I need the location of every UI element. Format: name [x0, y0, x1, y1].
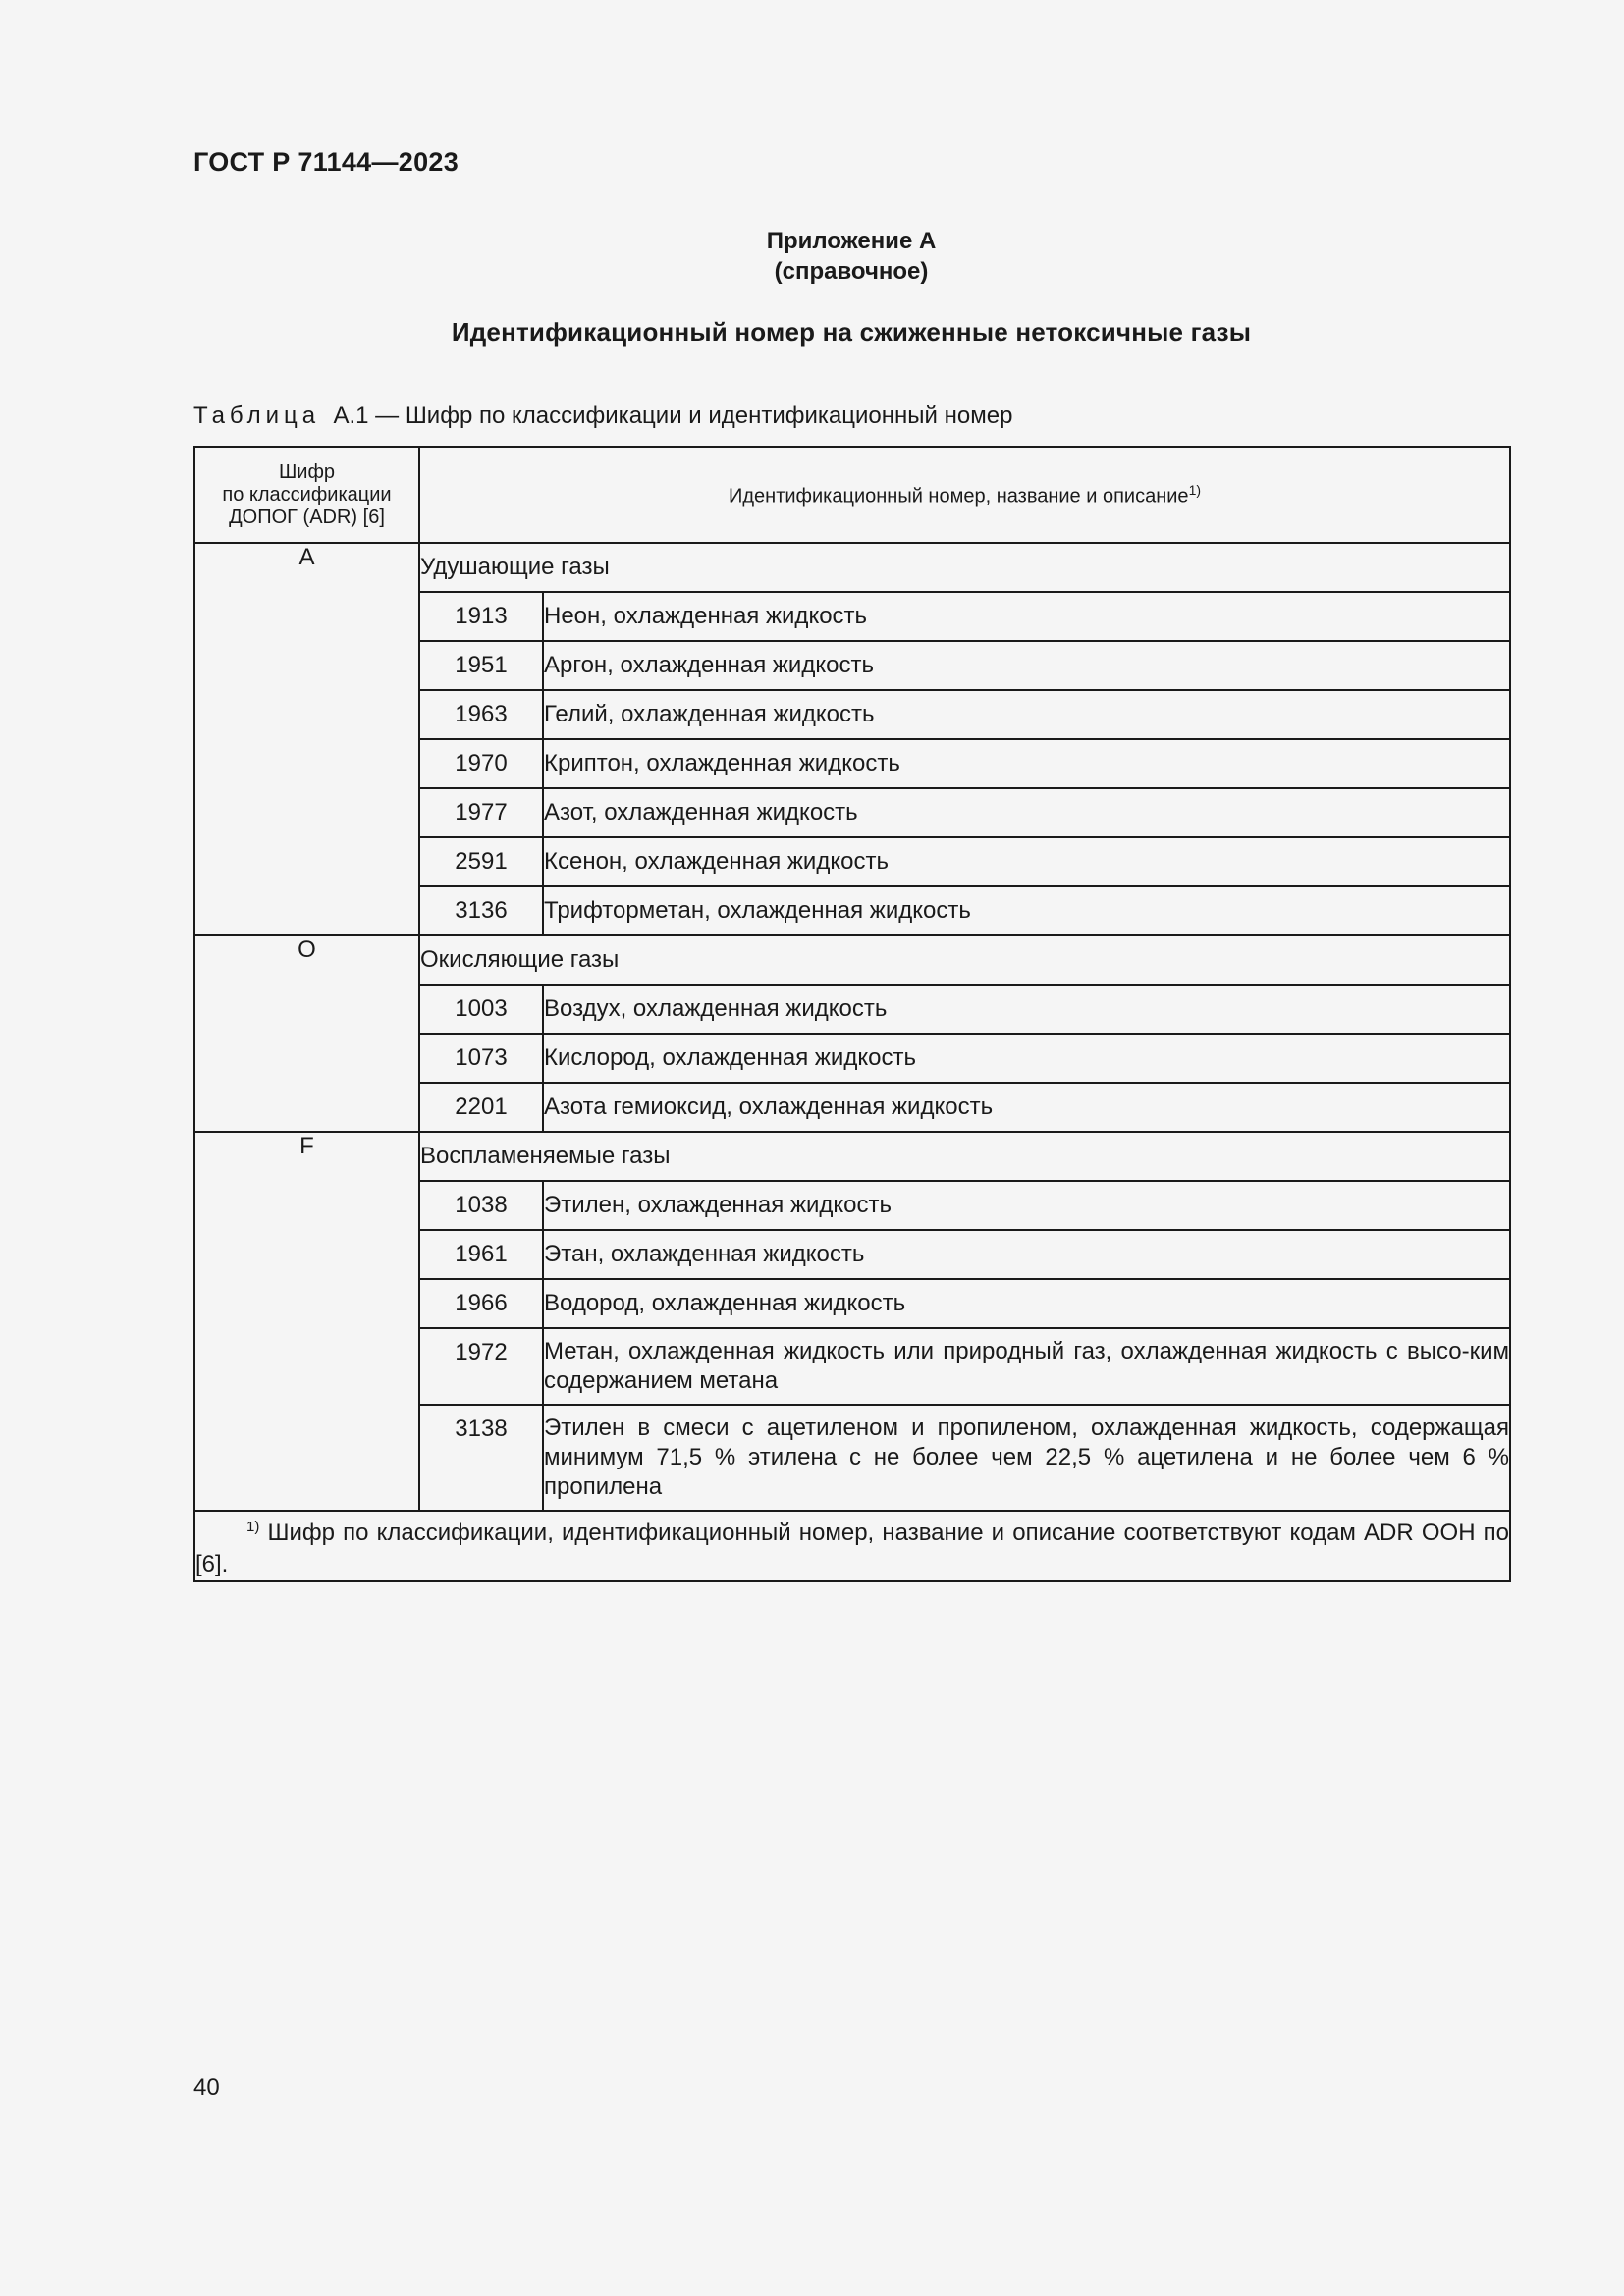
id-number: 3136 [419, 886, 543, 935]
appendix-label: Приложение А [766, 228, 937, 254]
id-number: 1951 [419, 641, 543, 690]
classification-code: F [194, 1132, 419, 1511]
appendix-heading [193, 226, 1509, 287]
id-number: 1977 [419, 788, 543, 837]
id-number: 1970 [419, 739, 543, 788]
footnote-marker: 1) [246, 1519, 260, 1535]
description: Аргон, охлажденная жидкость [543, 641, 1510, 690]
table-header-row [194, 447, 1510, 543]
id-number: 2591 [419, 837, 543, 886]
group-name: Удушающие газы [419, 543, 1510, 592]
id-number: 2201 [419, 1083, 543, 1132]
id-number: 1038 [419, 1181, 543, 1230]
description: Гелий, охлажденная жидкость [543, 690, 1510, 739]
footnote-text: Шифр по классификации, идентификационный номер, название и описание соответствуют кодам ADR ООН по [6]. [195, 1520, 1510, 1577]
group-row [194, 1132, 1510, 1181]
description: Кислород, охлажденная жидкость [543, 1034, 1510, 1083]
group-row [194, 543, 1510, 592]
appendix-title: Идентификационный номер на сжиженные нетоксичные газы [451, 317, 1252, 347]
group-row [194, 935, 1510, 985]
page-number: 40 [193, 2074, 220, 2101]
table-footnote [194, 1511, 1510, 1581]
id-number: 1913 [419, 592, 543, 641]
classification-table [193, 446, 1511, 1582]
description: Этан, охлажденная жидкость [543, 1230, 1510, 1279]
column-header-identification: Идентификационный номер, название и описание$^{1)}$ [419, 447, 1510, 543]
table-caption-text: А.1 — Шифр по классификации и идентификационный номер [333, 402, 1013, 429]
description: Водород, охлажденная жидкость [543, 1279, 1510, 1328]
appendix-type: (справочное) [774, 258, 929, 285]
id-number: 1073 [419, 1034, 543, 1083]
id-number: 1972 [419, 1328, 543, 1405]
description: Ксенон, охлажденная жидкость [543, 837, 1510, 886]
id-number: 1963 [419, 690, 543, 739]
group-name: Воспламеняемые газы [419, 1132, 1510, 1181]
description: Метан, охлажденная жидкость или природный газ, охлажденная жидкость с высо-ким содержанием метана [543, 1328, 1510, 1405]
description: Неон, охлажденная жидкость [543, 592, 1510, 641]
group-name: Окисляющие газы [419, 935, 1510, 985]
classification-code: A [194, 543, 419, 935]
id-number: 1961 [419, 1230, 543, 1279]
description: Криптон, охлажденная жидкость [543, 739, 1510, 788]
id-number: 3138 [419, 1405, 543, 1511]
footnote-row [194, 1511, 1510, 1581]
id-number: 1966 [419, 1279, 543, 1328]
classification-code: O [194, 935, 419, 1132]
document-code: ГОСТ Р 71144—2023 [193, 147, 460, 177]
description: Этилен в смеси с ацетиленом и пропиленом, охлажденная жидкость, содержащая минимум 71,5 % этилена с не более чем 22,5 % ацетилена и не более чем 6 % пропилена [543, 1405, 1510, 1511]
description: Воздух, охлажденная жидкость [543, 985, 1510, 1034]
id-number: 1003 [419, 985, 543, 1034]
description: Трифторметан, охлажденная жидкость [543, 886, 1510, 935]
table-caption [193, 402, 1012, 430]
table-caption-prefix: Таблица [193, 402, 321, 429]
description: Этилен, охлажденная жидкость [543, 1181, 1510, 1230]
description: Азота гемиоксид, охлажденная жидкость [543, 1083, 1510, 1132]
description: Азот, охлажденная жидкость [543, 788, 1510, 837]
column-header-classification: Шифр по классификации ДОПОГ (ADR) [6] [194, 447, 419, 543]
